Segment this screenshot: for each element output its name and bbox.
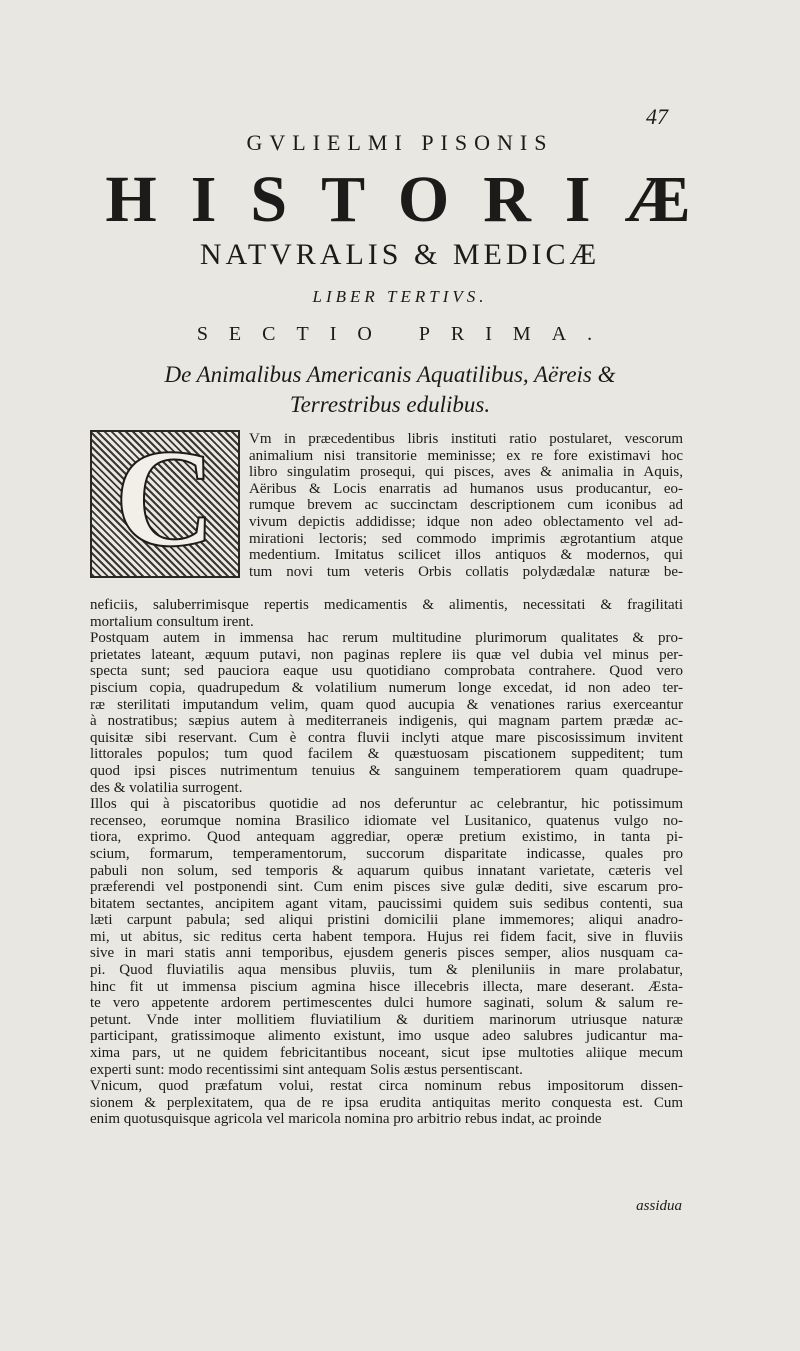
text-line: specta sunt; sed pauciora eaque usu quotidiano comprobata contrahere. Quod vero [90, 663, 683, 680]
text-line: neficiis, saluberrimisque repertis medicamentis & alimentis, necessitati & fragilitati [90, 597, 683, 613]
text-line: à nostratibus; sæpius autem à mediterraneis indigenis, qui magnam partem prædæ ac- [90, 713, 683, 730]
text-line: medentium. Imitatus scilicet illos antiquos & modernos, qui [249, 547, 683, 564]
text-line: prietates lateant, æquum putavi, non paginas replere iis quæ vel dubia vel minus per- [90, 646, 683, 663]
page-number: 47 [646, 104, 668, 129]
text-line: rumque brevem ac succinctam descriptionem cum iconibus ad [249, 497, 683, 514]
main-title: HISTORIÆ [105, 163, 725, 236]
decorated-initial [90, 421, 240, 578]
text-line: Postquam autem in immensa hac rerum multitudine plurimorum qualitates & pro- [90, 630, 683, 647]
text-line: littorales populos; tum quod facilem & quæstuosam piscationem suppeditent; tum [90, 746, 683, 763]
author-line: GVLIELMI PISONIS [246, 130, 554, 155]
section-heading-line: Terrestribus edulibus. [289, 392, 491, 417]
text-line: pabuli non solum, sed temporis & aquarum quibus innatant varietate, cæteris vel [90, 862, 683, 879]
text-line: piscium copia, quadrupedum & volatilium numerum longe excedat, id non adeo ter- [90, 679, 683, 696]
text-line: quod ipsi pisces nutrimentum tenuius & sanguinem temperatiorem quam quadrupe- [90, 762, 683, 779]
text-line: participant, gratissimoque alimento existunt, imo usque adeo salubres judicantur ma- [90, 1028, 683, 1045]
text-line: te vero appetente ardorem pertimescentes dulci humore saginati, solum & salum re- [90, 995, 683, 1012]
text-line: læti carpunt pabula; sed aliqui pristini domicilii plane immemores; aliqui anadro- [90, 912, 683, 929]
text-line: recenseo, eorumque nomina Brasilico idiomate vel Lusitanico, quatenus vulgo no- [90, 812, 683, 829]
text-line: scium, formarum, temperamentorum, succorum disparitate indicasse, quales pro [90, 845, 683, 862]
text-line: ræ sterilitati imputandum velim, quam quod aucupia & venationes rarius exerceantur [90, 696, 683, 713]
text-line: Vm in præcedentibus libris instituti ratio postularet, vescorum [249, 431, 683, 447]
text-line: libro singulatim prosequi, qui pisces, aves & animalia in Aquis, [249, 464, 683, 481]
text-line: Aëribus & Locis enarratis ad humanos usus producantur, eo- [249, 480, 683, 497]
text-line: Illos qui à piscatoribus quotidie ad nos deferuntur ac celebrantur, hic potissimum [90, 796, 683, 813]
text-line: animalium nisi transitorie meminisse; ex re fore existimavi hoc [249, 447, 683, 464]
section-heading-line: De Animalibus Americanis Aquatilibus, Aëreis & [164, 362, 616, 387]
text-line: enim quotusquisque agricola vel maricola nomina pro arbitrio rebus indat, ac proinde [90, 1111, 602, 1128]
text-line: tiora, exprimo. Quod antequam aggrediar, operæ pretium existimo, in tanta pi- [90, 829, 683, 846]
text-line: petunt. Vnde inter mollitiem fluviatilium & duritiem marinorum utriusque naturæ [90, 1011, 683, 1028]
text-line: præferendi vel postponendi sint. Cum enim pisces sive gulæ dediti, sive escarum pro- [90, 879, 683, 896]
text-line: xima pars, ut ne quidem febricitantibus noceant, sicut ipse multoties aliique mecum [90, 1045, 683, 1062]
text-line: des & volatilia surrogent. [90, 779, 243, 796]
section-heading [90, 360, 690, 420]
text-line: bitatem sectantes, ancipitem agant vitam, paucissimi quidem suis sedibus contenti, sua [90, 895, 683, 912]
paragraph-wrapped [249, 431, 683, 580]
text-line: mirationi lectoris; sed commodo imprimis ægrotantium atque [249, 530, 683, 547]
initial-letter: C [114, 421, 216, 576]
text-line: mi, ut abitus, sic reditus certa habent tempora. Hujus rei fidem facit, sive in fluviis [90, 928, 683, 945]
text-line: sive in mari statis anni temporibus, ejusdem generis pisces semper, alios nusquam ca- [90, 945, 683, 962]
text-line: mortalium consultum irent. [90, 613, 254, 630]
body-text [90, 597, 683, 1128]
sectio-line: SECTIO PRIMA. [196, 323, 614, 345]
text-line: Vnicum, quod præfatum volui, restat circa nominum rebus impositorum dissen- [90, 1078, 683, 1095]
text-line: experti sunt: modo recentissimi sint antequam Solis æstus persentiscant. [90, 1061, 523, 1078]
catchword: assidua [636, 1198, 682, 1214]
subtitle: NATVRALIS & MEDICÆ [199, 238, 601, 271]
text-line: sionem & perplexitatem, qua de re ipsa erudita antiquitas merito conquesta est. Cum [90, 1094, 683, 1111]
text-line: hinc fit ut immensa piscium agmina hisce illecebris illecta, mare deserant. Æsta- [90, 978, 683, 995]
liber-line: LIBER TERTIVS. [312, 287, 488, 306]
text-line: tum novi tum veteris Orbis collatis polydædalæ naturæ be- [249, 563, 683, 580]
text-line: pi. Quod fluviatilis aqua mensibus pluviis, tum & pleniluniis in mare prolabatur, [90, 962, 683, 979]
text-line: quisitæ sibi reservant. Cum è contra fluvii inclyti atque mare piscosissimum invitent [90, 729, 683, 746]
text-line: vivum depictis addidisse; idque non adeo oblectamento vel ad- [249, 513, 683, 530]
